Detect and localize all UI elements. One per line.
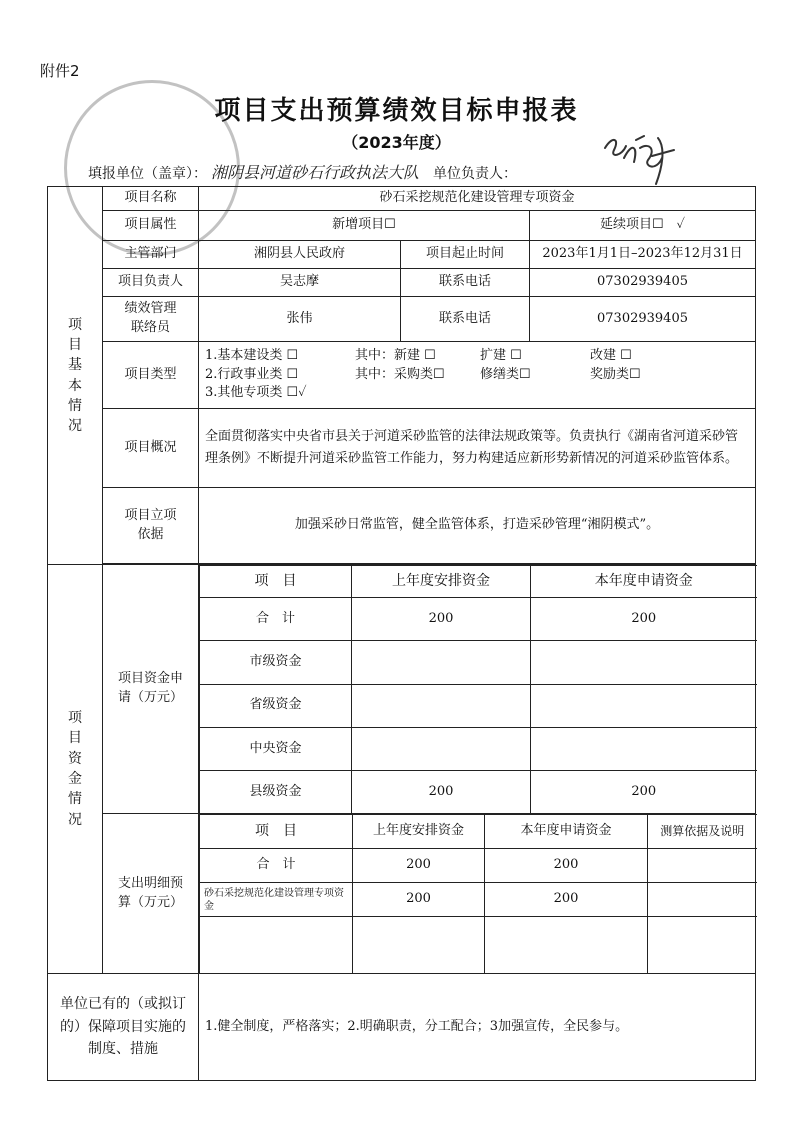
handwritten-signature <box>600 128 680 188</box>
detail-budget-label: 支出明细预 算（万元） <box>103 814 199 974</box>
project-name-value: 砂石采挖规范化建设管理专项资金 <box>199 187 756 211</box>
table-row: 县级资金 200 200 <box>200 771 757 813</box>
dept-value: 湘阴县人民政府 <box>199 241 401 269</box>
attribute-new-option: 新增项目☐ <box>199 211 530 241</box>
phone-label-2: 联系电话 <box>401 297 530 342</box>
table-row: 合 计 200 200 <box>200 849 757 883</box>
period-label: 项目起止时间 <box>401 241 530 269</box>
overview-text: 全面贯彻落实中央省市县关于河道采砂监管的法律法规政策等。负责执行《湖南省河道采砂管理条例》不断提升河道采砂监管工作能力，努力构建适应新形势新情况的河道采砂监管体系。 <box>199 409 756 488</box>
detail-header-note: 测算依据及说明 <box>648 815 757 849</box>
phone-value-2: 07302939405 <box>530 297 756 342</box>
detail-budget-table <box>199 814 757 973</box>
check-mark-icon: ✓ <box>676 217 686 233</box>
responsible-label: 单位负责人： <box>433 166 518 182</box>
fund-apply-cell <box>199 565 756 814</box>
phone-value: 07302939405 <box>530 269 756 297</box>
project-attribute-label: 项目属性 <box>103 211 199 241</box>
report-year: （2023年度） <box>342 133 451 152</box>
fund-apply-header-item: 项 目 <box>200 566 352 598</box>
contact-label: 绩效管理 联络员 <box>103 297 199 342</box>
leader-value: 吴志摩 <box>199 269 401 297</box>
table-row: 中央资金 <box>200 727 757 770</box>
fund-apply-table <box>199 565 757 813</box>
fund-apply-header-prev: 上年度安排资金 <box>352 566 531 598</box>
fund-apply-label: 项目资金申 请（万元） <box>103 565 199 814</box>
phone-label: 联系电话 <box>401 269 530 297</box>
fill-unit-name: 湘阴县河道砂石行政执法大队 <box>211 163 420 182</box>
contact-value: 张伟 <box>199 297 401 342</box>
system-label: 单位已有的（或拟订的）保障项目实施的制度、措施 <box>48 974 199 1081</box>
basis-label: 项目立项 依据 <box>103 488 199 564</box>
project-type-options: 1.基本建设类 ☐ 其中：新建 ☐ 扩建 ☐ 改建 ☐ 2.行政事业类 ☐ 其中：采购类☐ 修缮类☐ 奖励类☐ 3.其他专项类 ☐✓ <box>199 342 756 409</box>
section-basic-label: 项 目 基 本 情 况 <box>48 187 103 565</box>
project-type-label: 项目类型 <box>103 342 199 409</box>
project-name-label: 项目名称 <box>103 187 199 211</box>
system-content: 1.健全制度，严格落实；2.明确职责，分工配合；3加强宣传，全民参与。 <box>199 974 756 1081</box>
table-row: 省级资金 <box>200 684 757 727</box>
table-row: 合 计 200 200 <box>200 598 757 641</box>
dept-label: 主管部门 <box>103 241 199 269</box>
overview-label: 项目概况 <box>103 409 199 488</box>
performance-form-table <box>47 186 756 1081</box>
table-row: 砂石采挖规范化建设管理专项资金 200 200 <box>200 883 757 917</box>
table-row: 市级资金 <box>200 641 757 684</box>
basis-text: 加强采砂日常监管，健全监管体系，打造采砂管理“湘阴模式”。 <box>199 488 756 564</box>
detail-budget-cell <box>199 814 756 974</box>
detail-header-curr: 本年度申请资金 <box>485 815 648 849</box>
fund-apply-header-curr: 本年度申请资金 <box>531 566 757 598</box>
attribute-continue-option: 延续项目☐ ✓ <box>530 211 756 241</box>
fill-unit-label: 填报单位（盖章）： <box>88 166 207 182</box>
annex-label: 附件2 <box>40 62 80 80</box>
fill-unit-row <box>88 160 517 183</box>
detail-header-prev: 上年度安排资金 <box>353 815 485 849</box>
leader-label: 项目负责人 <box>103 269 199 297</box>
detail-header-item: 项 目 <box>200 815 353 849</box>
section-funds-label: 项 目 资 金 情 况 <box>48 565 103 974</box>
period-value: 2023年1月1日–2023年12月31日 <box>530 241 756 269</box>
page-title: 项目支出预算绩效目标申报表 <box>214 96 579 126</box>
